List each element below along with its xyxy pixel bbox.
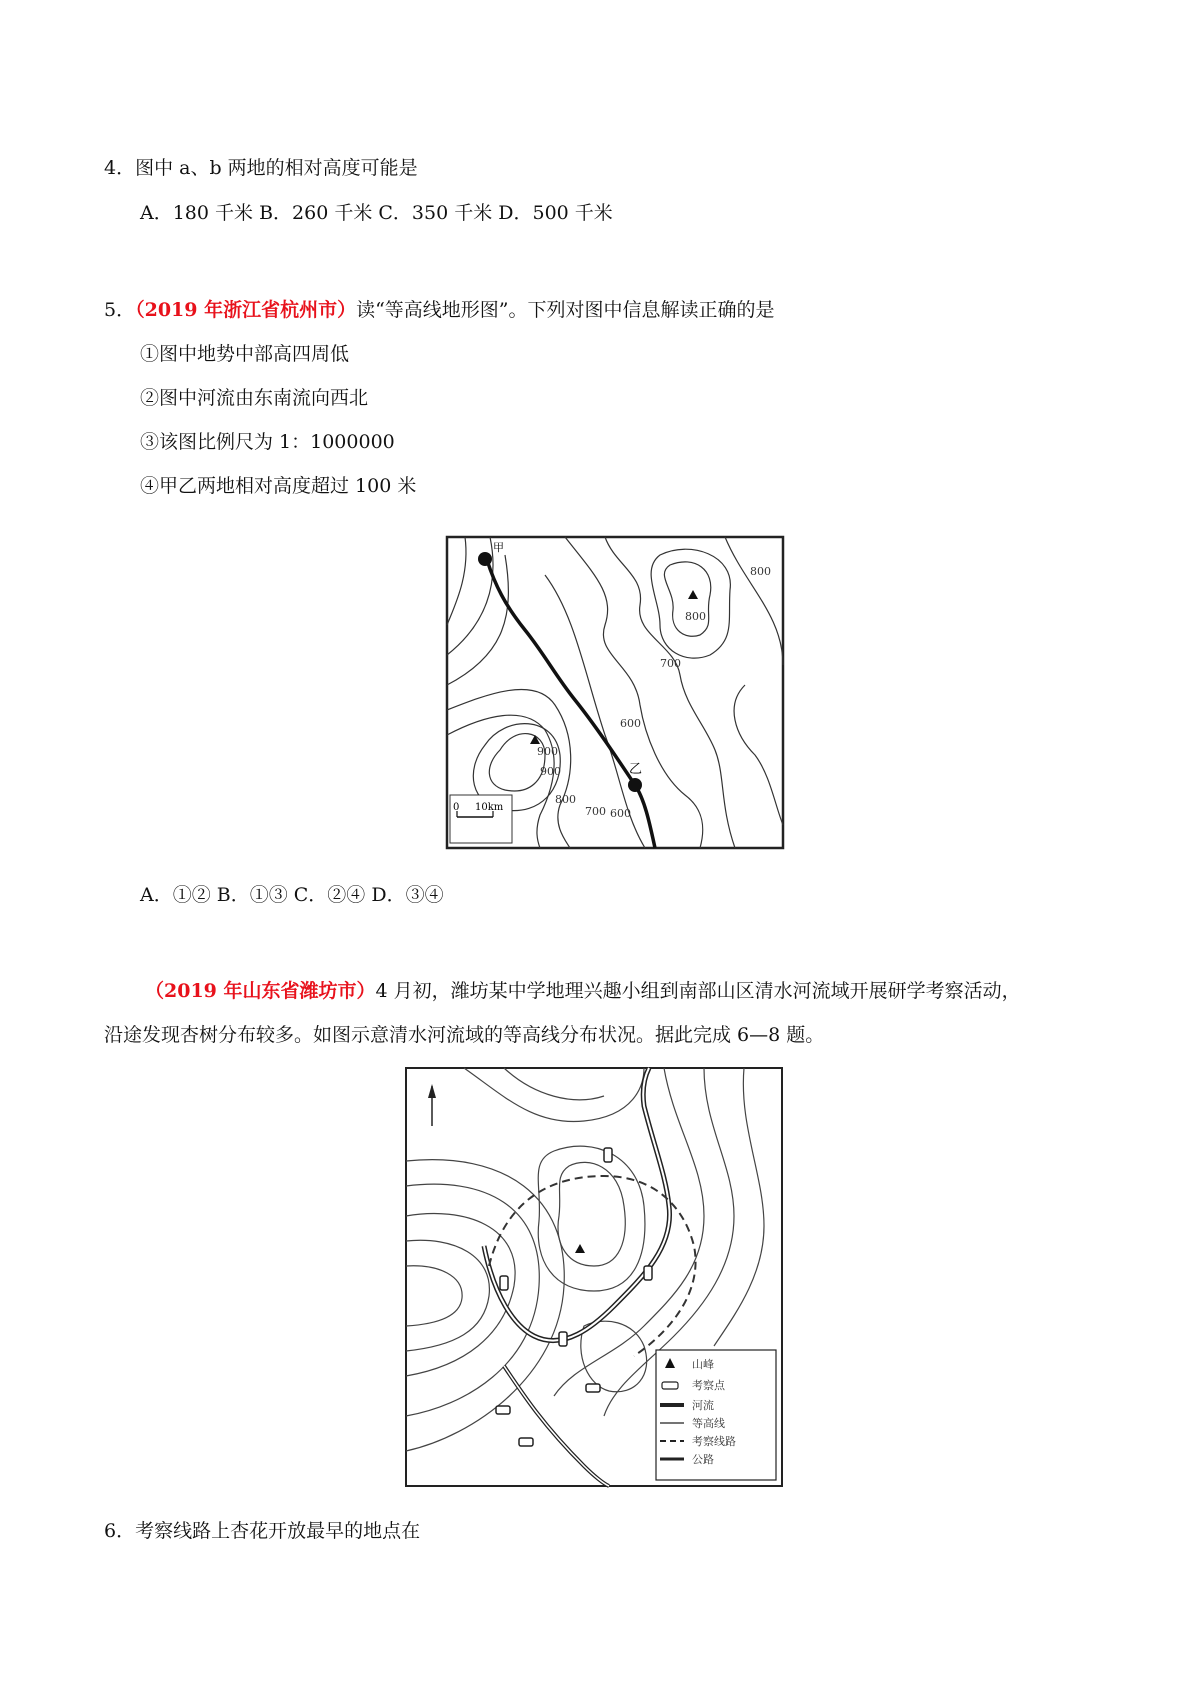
contour-line: [504, 1068, 604, 1100]
intro-line-2: 沿途发现杏树分布较多。如图示意清水河流域的等高线分布状况。据此完成 6—8 题。: [104, 1024, 825, 1046]
legend-label-contour: 等高线: [692, 1417, 725, 1430]
contour-line: [714, 1068, 764, 1346]
contour-label: 600: [620, 717, 641, 730]
legend-survey-point-symbol: [662, 1382, 678, 1389]
contour-line: [581, 1321, 647, 1392]
legend-label-highway: 公路: [692, 1453, 714, 1466]
contour-label: 900: [540, 765, 561, 778]
point-yi-label: 乙: [629, 762, 643, 777]
contour-line: [406, 1240, 489, 1351]
north-arrow: [428, 1084, 436, 1126]
contour-label: 700: [660, 657, 681, 670]
contour-line: [464, 1068, 644, 1122]
contour-label: 800: [555, 793, 576, 806]
survey-point: [519, 1438, 533, 1446]
contour-line: [664, 562, 710, 636]
q5-statement-2: ②图中河流由东南流向西北: [140, 387, 369, 409]
q5-contour-map-svg: [445, 535, 785, 850]
q6-stem: 考察线路上杏花开放最早的地点在: [135, 1520, 421, 1542]
peak-icon: [530, 735, 540, 744]
q5-stem-line: [104, 297, 775, 323]
survey-points: [496, 1148, 652, 1446]
contour-line: [558, 1162, 625, 1266]
scale-zero: 0: [453, 802, 460, 813]
contour-label: 800: [685, 610, 706, 623]
q4-stem: 图中 a、b 两地的相对高度可能是: [135, 157, 418, 179]
contour-line: [406, 1266, 462, 1326]
q6-number: 6．: [104, 1520, 136, 1542]
qingshui-river-map-svg: [404, 1066, 784, 1488]
contour-line: [406, 1160, 564, 1451]
river: [484, 1068, 670, 1341]
q5-statement-1: ①图中地势中部高四周低: [140, 343, 350, 365]
q5-statement-4: ④甲乙两地相对高度超过 100 米: [140, 475, 417, 497]
q4-stem-line: [104, 155, 418, 181]
contour-label: 600: [610, 807, 631, 820]
q4-number: 4．: [104, 157, 136, 179]
contour-line: [447, 537, 466, 625]
q5-stem: 读“等高线地形图”。下列对图中信息解读正确的是: [356, 299, 775, 321]
survey-point: [604, 1148, 612, 1162]
q5-contour-map: [445, 535, 785, 850]
q5-statement-3: ③该图比例尺为 1：1000000: [140, 431, 395, 453]
contour-label: 900: [537, 745, 558, 758]
contour-label: 700: [585, 805, 606, 818]
point-yi-dot: [628, 778, 642, 792]
legend-label-survey-point: 考察点: [692, 1379, 725, 1392]
contour-line: [725, 537, 783, 665]
contour-line: [447, 555, 508, 685]
survey-point: [496, 1406, 510, 1414]
survey-point: [559, 1332, 567, 1346]
q6-stem-line: [104, 1518, 420, 1544]
contour-line: [651, 549, 730, 658]
q5-options: A．①② B．①③ C．②④ D．③④: [140, 884, 444, 906]
contour-line: [565, 537, 703, 848]
contour-line: [734, 685, 783, 825]
legend-label-river: 河流: [692, 1399, 714, 1412]
survey-point: [644, 1266, 652, 1280]
contour-line: [538, 1146, 645, 1291]
intro-source: （2019 年山东省潍坊市）: [145, 980, 376, 1002]
contour-line: [554, 1068, 704, 1396]
point-jia-dot: [478, 552, 492, 566]
q4-options: A．180 千米 B．260 千米 C．350 千米 D．500 千米: [140, 202, 613, 224]
river-inner: [484, 1068, 670, 1341]
peak-icon: [688, 590, 698, 599]
scale-label: 10km: [475, 802, 504, 813]
contour-label: 800: [750, 565, 771, 578]
peak-icon: [575, 1244, 585, 1253]
q5-source: （2019 年浙江省杭州市）: [135, 299, 357, 321]
survey-point: [500, 1276, 508, 1290]
point-jia-label: 甲: [493, 541, 504, 554]
intro-text-1: 4 月初，潍坊某中学地理兴趣小组到南部山区清水河流域开展研学考察活动，: [375, 980, 1021, 1002]
q5-number: 5．: [104, 299, 136, 321]
legend-label-peak: 山峰: [692, 1358, 714, 1371]
contour-line: [605, 537, 735, 848]
qingshui-river-map: [404, 1066, 784, 1488]
survey-point: [586, 1384, 600, 1392]
intro-line-1: [145, 978, 1021, 1004]
legend-label-route: 考察线路: [692, 1435, 736, 1448]
